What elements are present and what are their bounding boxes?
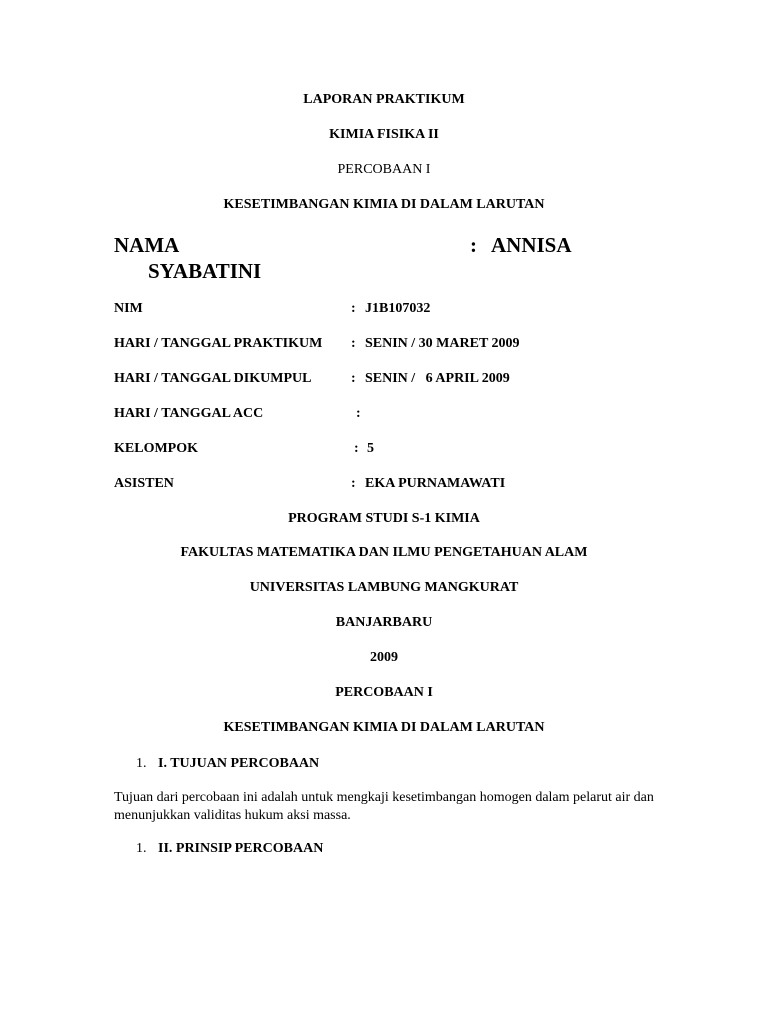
experiment-label: PERCOBAAN I — [337, 162, 431, 177]
topic-title: KESETIMBANGAN KIMIA DI DALAM LARUTAN — [223, 197, 545, 212]
faculty-name: FAKULTAS MATEMATIKA DAN ILMU PENGETAHUAN ALAM — [180, 545, 588, 560]
city-name: BANJARBARU — [335, 615, 433, 630]
acc-day-colon: : — [356, 406, 361, 421]
group-colon: : — [354, 441, 359, 456]
objective-paragraph: Tujuan dari percobaan ini adalah untuk mengkaji kesetimbangan homogen dalam pelarut air dan menunjukkan validitas hukum aksi massa. — [114, 790, 654, 823]
assistant-colon: : — [351, 476, 356, 491]
section-topic-title: KESETIMBANGAN KIMIA DI DALAM LARUTAN — [223, 720, 545, 735]
acc-day-label: HARI / TANGGAL ACC — [114, 406, 264, 421]
name-value-second: SYABATINI — [148, 259, 262, 283]
university-name: UNIVERSITAS LAMBUNG MANGKURAT — [249, 580, 519, 595]
name-value-first: ANNISA — [491, 233, 572, 257]
submission-day-value: SENIN / 6 APRIL 2009 — [365, 371, 510, 386]
submission-day-colon: : — [351, 371, 356, 386]
nim-label: NIM — [114, 301, 143, 316]
study-program: PROGRAM STUDI S-1 KIMIA — [288, 511, 480, 526]
nim-value: J1B107032 — [365, 301, 431, 316]
assistant-label: ASISTEN — [114, 476, 174, 491]
practicum-day-label: HARI / TANGGAL PRAKTIKUM — [114, 336, 323, 351]
principle-heading: II. PRINSIP PERCOBAAN — [158, 841, 324, 856]
assistant-value: EKA PURNAMAWATI — [365, 476, 506, 491]
nim-colon: : — [351, 301, 356, 316]
section-experiment-title: PERCOBAAN I — [335, 685, 433, 700]
report-year: 2009 — [370, 650, 398, 665]
practicum-day-colon: : — [351, 336, 356, 351]
practicum-day-value: SENIN / 30 MARET 2009 — [365, 336, 520, 351]
group-value: 5 — [367, 441, 374, 456]
report-title: LAPORAN PRAKTIKUM — [303, 92, 465, 107]
name-colon: : — [470, 233, 477, 257]
list-number: 1. — [136, 756, 147, 771]
course-title: KIMIA FISIKA II — [329, 127, 439, 142]
group-label: KELOMPOK — [114, 441, 198, 456]
objective-heading: I. TUJUAN PERCOBAAN — [158, 756, 320, 771]
list-number: 1. — [136, 841, 147, 856]
submission-day-label: HARI / TANGGAL DIKUMPUL — [114, 371, 312, 386]
name-label: NAMA — [114, 233, 180, 257]
